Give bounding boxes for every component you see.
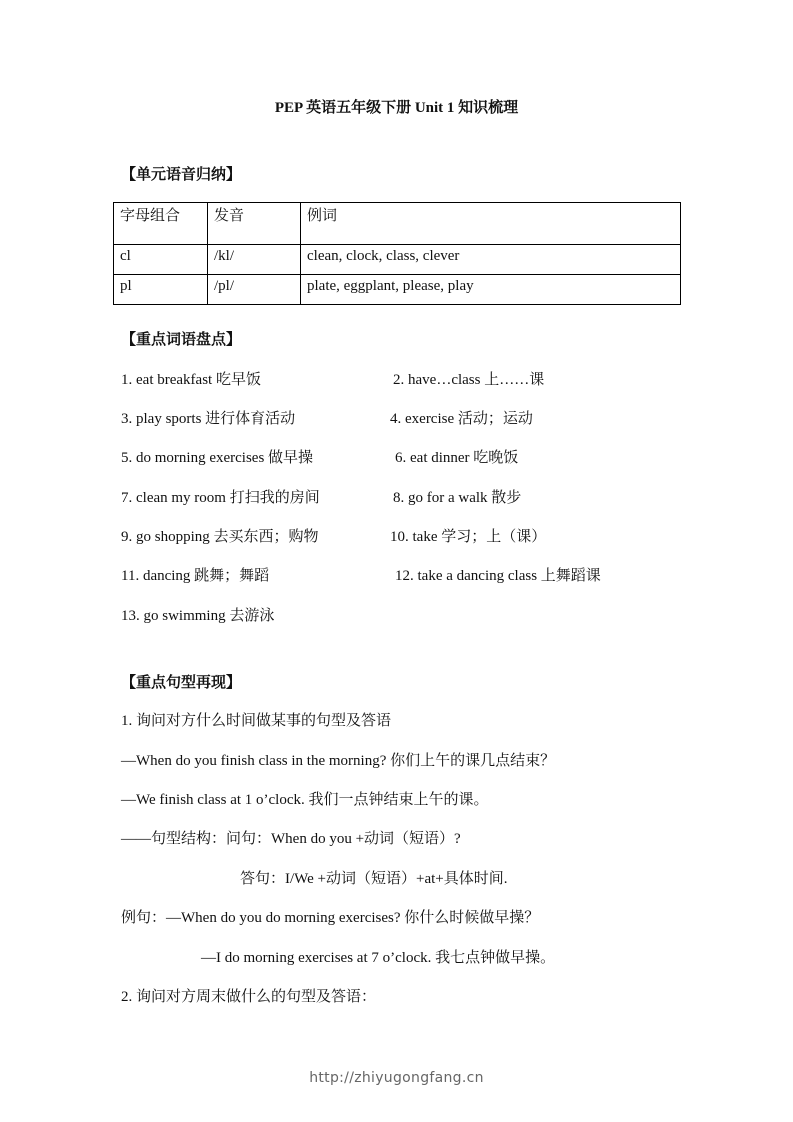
vocab-item: 3. play sports 进行体育活动 (121, 411, 296, 427)
table-cell: plate, eggplant, please, play (301, 275, 681, 305)
table-row (114, 275, 681, 305)
sentence-line: —When do you finish class in the morning? 你们上午的课几点结束？ (121, 753, 556, 769)
vocab-item: 1. eat breakfast 吃早饭 (121, 372, 261, 388)
vocab-item: 6. eat dinner 吃晚饭 (395, 450, 519, 466)
table-cell: clean, clock, class, clever (301, 245, 681, 275)
vocab-item: 2. have…class 上……课 (393, 372, 545, 388)
sentence-line: 1. 询问对方什么时间做某事的句型及答语 (121, 713, 392, 729)
vocab-item: 9. go shopping 去买东西；购物 (121, 529, 319, 545)
table-cell: cl (114, 245, 208, 275)
vocab-item: 13. go swimming 去游泳 (121, 608, 275, 624)
section-heading-vocabulary: 【重点词语盘点】 (121, 332, 242, 348)
vocab-item: 4. exercise 活动；运动 (390, 411, 533, 427)
table-cell: /pl/ (208, 275, 301, 305)
table-header-row (114, 203, 681, 245)
table-header-cell: 例词 (301, 203, 681, 245)
section-heading-phonics: 【单元语音归纳】 (121, 167, 242, 183)
vocab-item: 8. go for a walk 散步 (393, 490, 522, 506)
footer-url: http://zhiyugongfang.cn (309, 1070, 484, 1086)
table-cell: pl (114, 275, 208, 305)
phonics-table (113, 202, 681, 305)
table-header-cell: 字母组合 (114, 203, 208, 245)
vocab-item: 12. take a dancing class 上舞蹈课 (395, 568, 601, 584)
table-header-cell: 发音 (208, 203, 301, 245)
sentence-line: 答句：I/We +动词（短语）+at+具体时间. (240, 871, 508, 887)
section-heading-sentences: 【重点句型再现】 (121, 675, 242, 691)
page-title: PEP 英语五年级下册 Unit 1 知识梳理 (274, 100, 519, 116)
sentence-line: —We finish class at 1 o’clock. 我们一点钟结束上午的课。 (121, 792, 489, 808)
vocab-item: 11. dancing 跳舞；舞蹈 (121, 568, 270, 584)
table-cell: /kl/ (208, 245, 301, 275)
vocab-item: 10. take 学习；上（课） (390, 529, 547, 545)
vocab-item: 7. clean my room 打扫我的房间 (121, 490, 320, 506)
sentence-line: 2. 询问对方周末做什么的句型及答语： (121, 989, 377, 1005)
sentence-line: —I do morning exercises at 7 o’clock. 我七点钟做早操。 (201, 950, 556, 966)
sentence-line: ——句型结构：问句：When do you +动词（短语）? (121, 831, 461, 847)
table-row (114, 245, 681, 275)
sentence-line: 例句：—When do you do morning exercises? 你什么时候做早操？ (121, 910, 540, 926)
vocab-item: 5. do morning exercises 做早操 (121, 450, 314, 466)
